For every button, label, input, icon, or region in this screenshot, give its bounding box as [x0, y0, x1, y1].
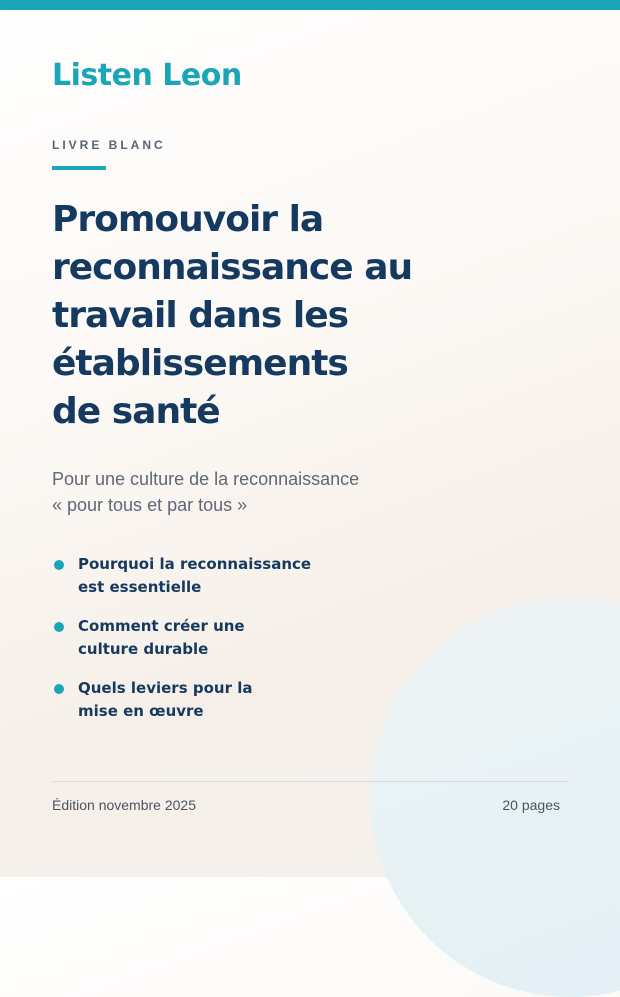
- bullet-dot-icon: [54, 560, 64, 570]
- document-type-label: LIVRE BLANC: [52, 138, 166, 152]
- bullet-dot-icon: [54, 684, 64, 694]
- list-item: [52, 677, 311, 739]
- edition-date: Édition novembre 2025: [52, 797, 196, 813]
- list-item-line: Pourquoi la reconnaissance: [78, 555, 312, 573]
- title-line: reconnaissance au: [52, 247, 413, 288]
- list-item-line: est essentielle: [78, 578, 202, 596]
- list-item-text: [78, 553, 311, 599]
- document-subtitle: [52, 466, 359, 518]
- top-accent-bar: [0, 0, 620, 10]
- footer-divider: [52, 781, 568, 782]
- key-points-list: [52, 553, 311, 739]
- title-line: établissements: [52, 343, 348, 384]
- list-item-text: [78, 677, 311, 723]
- list-item-line: mise en œuvre: [78, 702, 204, 720]
- title-line: de santé: [52, 391, 220, 432]
- decorative-circle: [370, 597, 620, 997]
- list-item-line: Comment créer une: [78, 617, 245, 635]
- list-item-text: [78, 615, 311, 661]
- list-item-line: Quels leviers pour la: [78, 679, 253, 697]
- document-title: [52, 196, 572, 436]
- list-item: [52, 615, 311, 677]
- brand-logo: Listen Leon: [52, 58, 242, 93]
- bullet-dot-icon: [54, 622, 64, 632]
- subtitle-line: « pour tous et par tous »: [52, 495, 248, 515]
- kicker-underline: [52, 166, 106, 170]
- subtitle-line: Pour une culture de la reconnaissance: [52, 469, 360, 489]
- page-count: 20 pages: [502, 797, 560, 813]
- title-line: Promouvoir la: [52, 199, 324, 240]
- list-item-line: culture durable: [78, 640, 209, 658]
- title-line: travail dans les: [52, 295, 349, 336]
- list-item: [52, 553, 311, 615]
